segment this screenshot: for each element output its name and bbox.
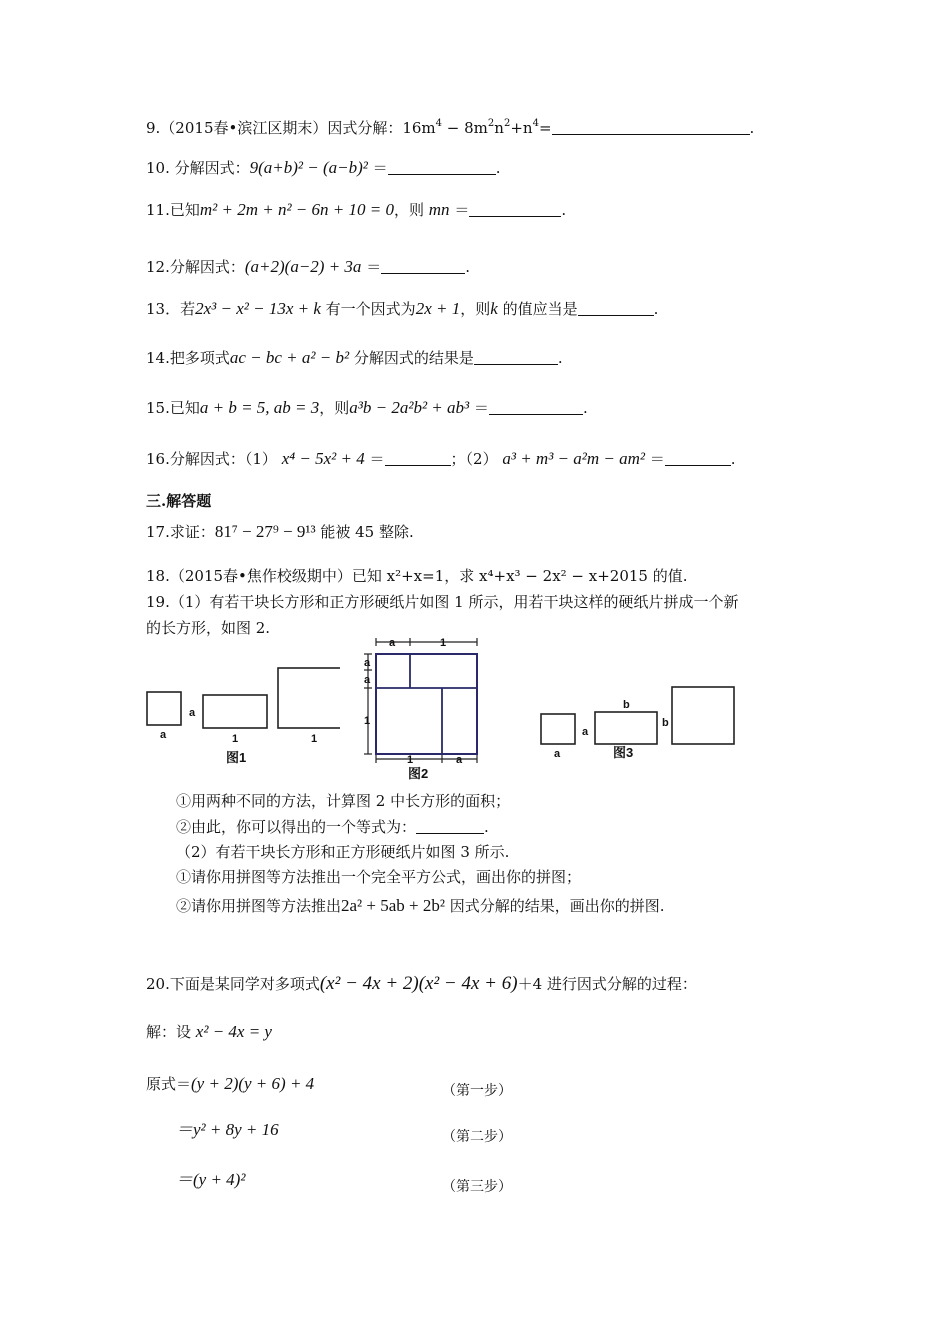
label-1: 1 [440, 637, 447, 649]
q19-line2: 的长方形，如图 2. [146, 619, 271, 637]
q19-sub2: ②由此，你可以得出的一个等式为： . [176, 818, 489, 836]
answer-blank[interactable] [388, 160, 496, 175]
q12-label: 12.分解因式： [146, 258, 245, 276]
answer-blank[interactable] [578, 301, 654, 316]
square-1 [278, 668, 340, 728]
q15-mid: ，则 [319, 399, 350, 417]
q13-mid: 有一个因式为 [325, 300, 416, 318]
rectangle-1xa [203, 695, 267, 728]
q16-expr2: a³ + m³ − a²m − am² [502, 449, 645, 468]
label-a: a [189, 707, 196, 719]
fig3-caption: 图3 [613, 745, 634, 760]
square-a [541, 714, 575, 744]
q15-eq: ＝ [473, 399, 489, 417]
q19-sub5-tail: 因式分解的结果，画出你的拼图. [449, 897, 665, 915]
q11-eq: ＝ [454, 201, 470, 219]
question-18: 18.（2015春•焦作校级期中）已知 x²+x=1，求 x⁴+x³ − 2x² − x+2015 的值. [146, 567, 688, 585]
label-a: a [160, 729, 167, 741]
question-17 [146, 522, 414, 542]
label-1: 1 [364, 715, 371, 727]
q20-let-label: 解：设 [146, 1023, 192, 1041]
q9-suffix: = [538, 119, 552, 137]
q19-sub1: ①用两种不同的方法，计算图 2 中长方形的面积； [176, 792, 511, 810]
q11-mid: ，则 [393, 201, 424, 219]
q12-eq: ＝ [366, 258, 382, 276]
label-a: a [554, 748, 561, 760]
question-13: 13．若2x³ − x² − 13x + k 有一个因式为2x + 1，则k 的值应当是 . [146, 299, 659, 318]
q16-mid: ；（2） [450, 450, 498, 468]
q14-label: 14.把多项式 [146, 349, 230, 367]
answer-blank[interactable] [469, 202, 561, 217]
q20-orig-label: 原式＝ [146, 1075, 192, 1093]
figure-1 [140, 660, 340, 774]
q10-label: 10. 分解因式： [146, 159, 250, 177]
q13-expr: 2x³ − x² − 13x + k [195, 299, 321, 318]
q17-label: 17.求证： [146, 523, 215, 541]
q20-step3-expr: ＝(y + 4)² [176, 1170, 246, 1189]
q19-line1: 19.（1）有若干块长方形和正方形硬纸片如图 1 所示，用若干块这样的硬纸片拼成一个新 [146, 593, 739, 611]
q20-step1-expr: (y + 2)(y + 6) + 4 [191, 1074, 315, 1093]
q11-label: 11.已知 [146, 201, 200, 219]
q19-sub4: ①请你用拼图等方法推出一个完全平方公式，画出你的拼图； [176, 868, 582, 886]
question-16: 16.分解因式：（1） x⁴ − 5x² + 4 ＝ ；（2） a³ + m³ − a²m − am² ＝ . [146, 449, 736, 468]
q20-step2-expr: ＝y² + 8y + 16 [176, 1120, 279, 1139]
q11-expr: m² + 2m + n² − 6n + 10 = 0 [199, 200, 394, 219]
question-11: 11.已知m² + 2m + n² − 6n + 10 = 0，则 mn ＝ . [146, 200, 567, 219]
q19-sub3: （2）有若干块长方形和正方形硬纸片如图 3 所示. [176, 843, 510, 861]
question-10: 10. 分解因式：9(a+b)² − (a−b)² ＝ . [146, 158, 501, 177]
label-1: 1 [407, 754, 414, 766]
q15-expr2: a³b − 2a²b² + ab³ [349, 398, 470, 417]
label-1: 1 [232, 733, 239, 745]
q13-label: 13．若 [146, 300, 196, 318]
q20-expr: (x² − 4x + 2)(x² − 4x + 6) [319, 973, 518, 994]
q19-sub5-expr: 2a² + 5ab + 2b² [341, 896, 445, 915]
label-a: a [582, 726, 589, 738]
section-heading: 三.解答题 [146, 492, 212, 510]
label-a: a [389, 637, 396, 649]
label-b: b [623, 699, 630, 711]
q20-step1-tag: （第一步） [442, 1083, 512, 1099]
q20-label: 20.下面是某同学对多项式 [146, 975, 320, 993]
answer-blank[interactable] [552, 120, 750, 135]
q13-expr3: k [490, 299, 498, 318]
q15-label: 15.已知 [146, 399, 200, 417]
q20-step2-tag: （第二步） [442, 1129, 512, 1145]
q16-eq1: ＝ [369, 450, 385, 468]
label-a: a [364, 674, 371, 686]
figure-2 [350, 636, 490, 788]
q20-step1 [146, 1074, 314, 1094]
q15-expr: a + b = 5, ab = 3 [199, 398, 320, 417]
square-b [672, 687, 734, 744]
question-20 [146, 974, 697, 994]
answer-blank-1[interactable] [385, 451, 451, 466]
fig1-caption: 图1 [226, 750, 247, 765]
q20-step2 [176, 1120, 279, 1140]
question-15: 15.已知a + b = 5, ab = 3，则a³b − 2a²b² + ab³ ＝ . [146, 398, 588, 417]
q14-tail: 分解因式的结果是 [353, 349, 474, 367]
q20-step3-tag: （第三步） [442, 1179, 512, 1195]
q14-expr: ac − bc + a² − b² [229, 348, 350, 367]
q20-let-expr: x² − 4x = y [195, 1022, 272, 1041]
q12-expr: (a+2)(a−2) + 3a [244, 257, 362, 276]
fig2-caption: 图2 [408, 766, 429, 781]
answer-blank[interactable] [381, 259, 465, 274]
label-a: a [364, 657, 371, 669]
label-a: a [456, 754, 463, 766]
label-b: b [662, 717, 669, 729]
question-9: 9.（2015春•滨江区期末）因式分解：$16m^4 - 8m^2n^2+n^4=$ . [146, 118, 755, 137]
rectangle-ab [595, 712, 657, 744]
q20-step3 [176, 1170, 245, 1190]
answer-blank[interactable] [489, 400, 583, 415]
q16-expr1: x⁴ − 5x² + 4 [281, 449, 365, 468]
q11-expr2: mn [428, 200, 450, 219]
figure-3 [535, 680, 745, 768]
answer-blank-2[interactable] [665, 451, 731, 466]
q19-sub5-text: ②请你用拼图等方法推出 [176, 897, 342, 915]
q16-label: 16.分解因式：（1） [146, 450, 277, 468]
q16-eq2: ＝ [649, 450, 665, 468]
answer-blank[interactable] [474, 350, 558, 365]
q13-mid2: ，则 [460, 300, 491, 318]
q9-prefix: 9.（2015春•滨江区期末）因式分解：16m [146, 119, 436, 137]
square-a [147, 692, 181, 725]
q13-tail: 的值应当是 [502, 300, 578, 318]
question-12: 12.分解因式：(a+2)(a−2) + 3a ＝ . [146, 257, 470, 276]
question-14: 14.把多项式ac − bc + a² − b² 分解因式的结果是 . [146, 348, 563, 367]
q17-expr: 81⁷ − 27⁹ − 9¹³ [214, 522, 316, 541]
q10-eq: ＝ [372, 159, 388, 177]
label-1: 1 [311, 733, 318, 745]
q20-tail: ＋4 进行因式分解的过程： [517, 975, 697, 993]
q19-sub5 [176, 896, 665, 916]
q10-expr: 9(a+b)² − (a−b)² [249, 158, 368, 177]
q19-sub2-text: ②由此，你可以得出的一个等式为： [176, 818, 417, 836]
q17-tail: 能被 45 整除. [320, 523, 414, 541]
big-rectangle [376, 654, 477, 754]
q20-let [146, 1022, 272, 1042]
q13-expr2: 2x + 1 [415, 299, 461, 318]
answer-blank[interactable] [416, 819, 484, 834]
